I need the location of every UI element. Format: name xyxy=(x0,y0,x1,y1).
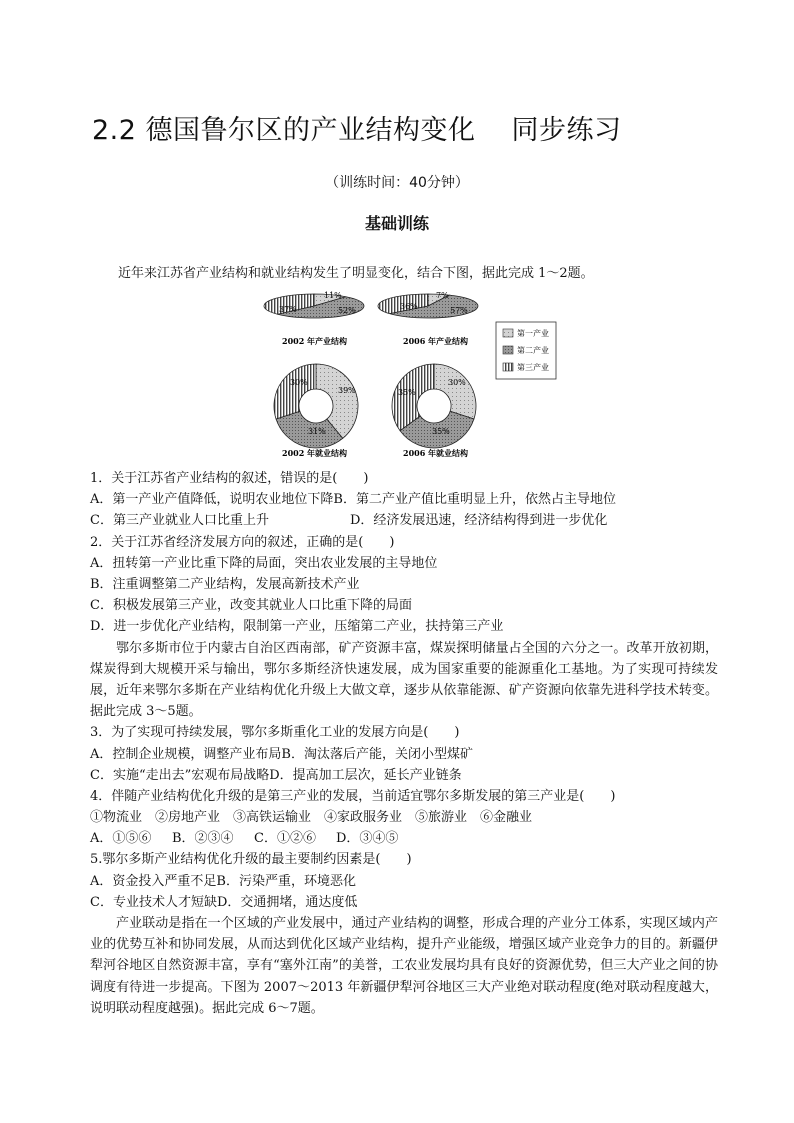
q4-stem: 4．伴随产业结构优化升级的是第三产业的发展，当前适宜鄂尔多斯发展的第三产业是( ) xyxy=(90,788,616,804)
q3-options-ab xyxy=(90,744,718,765)
label-e2006-3: 35% xyxy=(398,388,416,397)
legend-swatch-tertiary xyxy=(503,363,513,371)
q3-option-a[interactable]: A．控制企业规模，调整产业布局 xyxy=(90,746,282,762)
label-e2002-1: 39% xyxy=(338,386,356,395)
q1-options-cd xyxy=(90,510,718,531)
e2002-slice-tertiary xyxy=(274,364,316,419)
chart-legend xyxy=(496,322,556,379)
legend-tertiary: 第三产业 xyxy=(517,363,549,372)
e2006-slice-primary xyxy=(434,364,476,419)
label-e2002-2: 31% xyxy=(308,427,326,436)
q1-stem: 1．关于江苏省产业结构的叙述，错误的是( ) xyxy=(90,471,369,486)
q2-option-d[interactable]: D．进一步优化产业结构，限制第一产业，压缩第二产业，扶持第三产业 xyxy=(90,619,504,635)
q3-stem: 3．为了实现可持续发展，鄂尔多斯重化工业的发展方向是( ) xyxy=(90,725,460,741)
q4-option-c[interactable]: C．①②⑥ xyxy=(254,831,316,847)
pie-charts-svg xyxy=(262,286,562,460)
q5-option-b[interactable]: B．污染严重，环境恶化 xyxy=(216,873,356,889)
q5-stem: 5.鄂尔多斯产业结构优化升级的最主要制约因素是( ) xyxy=(90,852,412,868)
q4-option-b[interactable]: B．②③④ xyxy=(172,831,234,847)
questions-block xyxy=(90,468,718,1019)
q2-stem: 2．关于江苏省经济发展方向的叙述，正确的是( ) xyxy=(90,534,395,550)
intro-paragraph: 近年来江苏省产业结构和就业结构发生了明显变化，结合下图，据此完成 1～2题。 xyxy=(118,266,594,281)
caption-2002-industry: 2002 年产业结构 xyxy=(282,336,348,346)
q5-options-ab xyxy=(90,871,718,892)
title-main: 2.2 德国鲁尔区的产业结构变化 xyxy=(92,115,476,146)
q2-option-a[interactable]: A．扭转第一产业比重下降的局面，突出农业发展的主导地位 xyxy=(90,555,438,571)
q4-option-a[interactable]: A．①⑤⑥ xyxy=(90,831,152,847)
label-p2006-3: 36% xyxy=(400,302,418,311)
caption-2006-industry: 2006 年产业结构 xyxy=(403,336,469,346)
legend-secondary: 第二产业 xyxy=(517,346,549,355)
q5-option-d[interactable]: D．交通拥堵，通达度低 xyxy=(216,894,358,910)
section-heading: 基础训练 xyxy=(364,214,429,233)
label-p2002-2: 52% xyxy=(338,306,356,315)
passage-ordos: 鄂尔多斯市位于内蒙古自治区西南部，矿产资源丰富，煤炭探明储量占全国的六分之一。改革开放初期，煤炭得到大规模开采与输出，鄂尔多斯经济快速发展，成为国家重要的能源重化工基地。为了实现可持续发展，近年来鄂尔多斯在产业结构优化升级上大做文章，逐步从依靠能源、矿产资源向依靠先进科学技术转变。据此完成 3～5题。 xyxy=(90,640,718,720)
q4-items: ①物流业 ②房地产业 ③高铁运输业 ④家政服务业 ⑤旅游业 ⑥金融业 xyxy=(90,810,533,826)
training-time: （训练时间：40分钟） xyxy=(325,175,469,191)
label-e2006-2: 35% xyxy=(432,427,450,436)
q3-option-d[interactable]: D．提高加工层次，延长产业链条 xyxy=(269,767,462,783)
q2-option-c[interactable]: C．积极发展第三产业，改变其就业人口比重下降的局面 xyxy=(90,598,412,614)
page-title xyxy=(92,108,622,147)
passage-ili: 产业联动是指在一个区域的产业发展中，通过产业结构的调整，形成合理的产业分工体系，实现区域内产业的优势互补和协同发展，从而达到优化区域产业结构，提升产业能级，增强区域产业竞争力的目的。新疆伊犁河谷地区自然资源丰富，享有“塞外江南”的美誉，工农业发展均具有良好的资源优势，但三大产业之间的协调度有待进一步提高。下图为 2007～2013 年新疆伊犁河谷地区三大产业绝对联动程度(绝对联动程度越大，说明联动程度越强)。据此完成 6～7题。 xyxy=(90,916,718,1016)
q1-option-a[interactable]: A．第一产业产值降低，说明农业地位下降 xyxy=(90,492,334,508)
q5-option-a[interactable]: A．资金投入严重不足 xyxy=(90,873,217,889)
q4-options xyxy=(90,828,718,849)
label-e2002-3: 30% xyxy=(290,378,308,387)
label-p2006-1: 7% xyxy=(436,291,449,300)
q1-options-ab xyxy=(90,489,718,510)
label-p2002-1: 11% xyxy=(324,291,342,300)
q5-option-c[interactable]: C．专业技术人才短缺 xyxy=(90,894,217,910)
legend-swatch-primary xyxy=(503,329,513,337)
structure-figure xyxy=(262,286,562,460)
q3-option-c[interactable]: C．实施“走出去”宏观布局战略 xyxy=(90,767,270,783)
label-p2006-2: 57% xyxy=(450,306,468,315)
legend-swatch-secondary xyxy=(503,346,513,354)
label-p2002-3: 37% xyxy=(279,305,297,314)
label-e2006-1: 30% xyxy=(448,378,466,387)
q1-option-c[interactable]: C．第三产业就业人口比重上升 xyxy=(90,513,269,529)
e2006-slice-tertiary xyxy=(392,364,434,431)
caption-2002-employment: 2002 年就业结构 xyxy=(282,448,348,458)
q2-option-b[interactable]: B．注重调整第二产业结构，发展高新技术产业 xyxy=(90,576,360,592)
q1-option-b[interactable]: B．第二产业产值比重明显上升，依然占主导地位 xyxy=(333,492,616,508)
legend-primary: 第一产业 xyxy=(517,329,549,338)
q4-option-d[interactable]: D．③④⑤ xyxy=(336,831,399,847)
q5-options-cd xyxy=(90,892,718,913)
q3-option-b[interactable]: B．淘汰落后产能，关闭小型煤矿 xyxy=(281,746,473,762)
q1-option-d[interactable]: D．经济发展迅速，经济结构得到进一步优化 xyxy=(350,513,608,529)
q3-options-cd xyxy=(90,765,718,786)
title-suffix: 同步练习 xyxy=(511,115,622,146)
caption-2006-employment: 2006 年就业结构 xyxy=(403,448,469,458)
